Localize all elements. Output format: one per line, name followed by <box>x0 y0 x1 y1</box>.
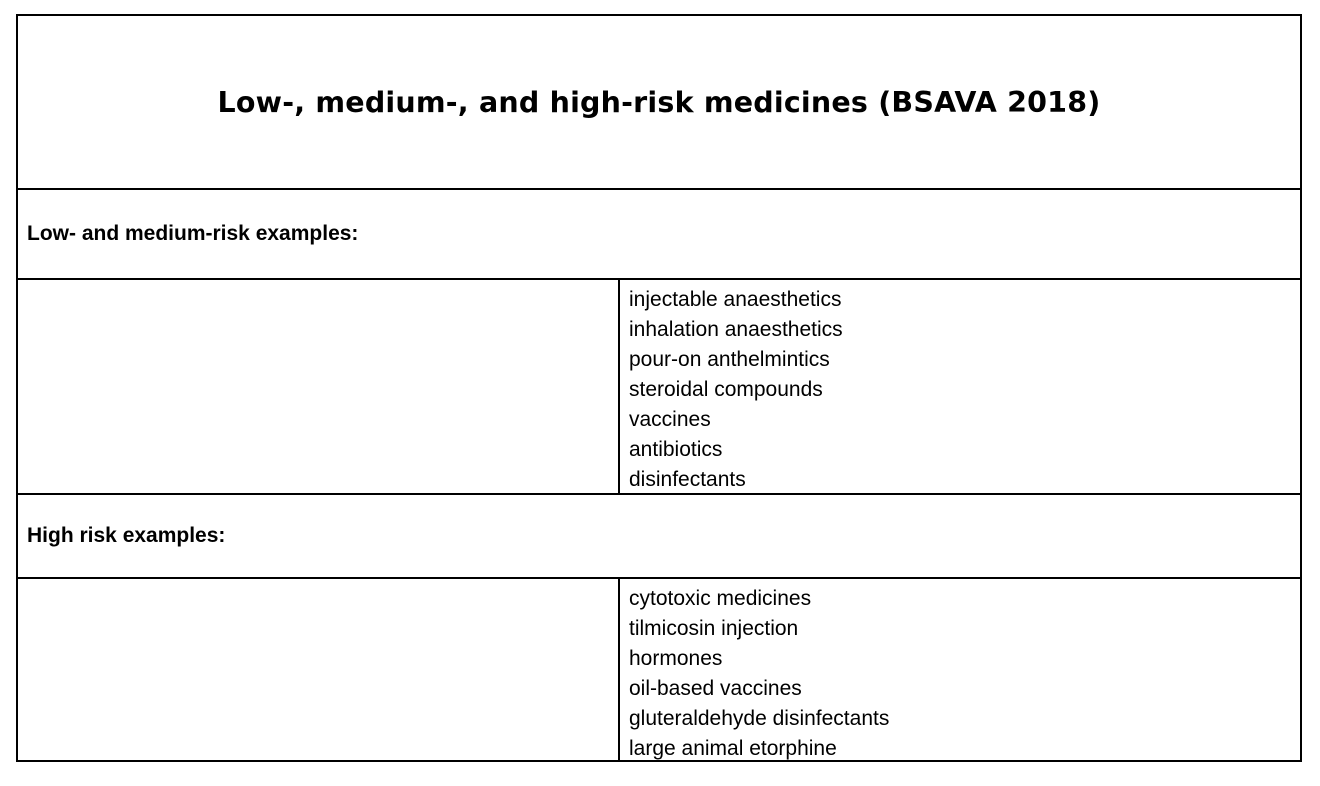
list-item: vaccines <box>629 408 711 431</box>
section-header-row-high <box>18 495 1300 579</box>
empty-cell <box>18 579 620 762</box>
list-item: pour-on anthelmintics <box>629 348 830 371</box>
risk-medicines-table <box>16 14 1302 762</box>
list-item: inhalation anaesthetics <box>629 318 843 341</box>
section-list-row-high <box>18 579 1300 762</box>
table-title: Low-, medium-, and high-risk medicines (BSAVA 2018) <box>217 85 1101 119</box>
list-item: cytotoxic medicines <box>629 587 812 610</box>
list-item: large animal etorphine <box>629 737 837 760</box>
section-header-row-low-medium <box>18 190 1300 280</box>
title-row <box>18 16 1300 190</box>
item-list-low-medium <box>620 280 1300 493</box>
section-header-low-medium: Low- and medium-risk examples: <box>27 222 359 245</box>
list-item: antibiotics <box>629 438 723 461</box>
list-item: gluteraldehyde disinfectants <box>629 707 890 730</box>
list-item: steroidal compounds <box>629 378 823 401</box>
section-header-high: High risk examples: <box>27 524 226 547</box>
list-item: injectable anaesthetics <box>629 288 842 311</box>
empty-cell <box>18 280 620 493</box>
list-item: disinfectants <box>629 468 746 491</box>
list-item: hormones <box>629 647 723 670</box>
list-item: oil-based vaccines <box>629 677 802 700</box>
section-list-row-low-medium <box>18 280 1300 495</box>
item-list-high <box>620 579 1300 762</box>
list-item: tilmicosin injection <box>629 617 799 640</box>
